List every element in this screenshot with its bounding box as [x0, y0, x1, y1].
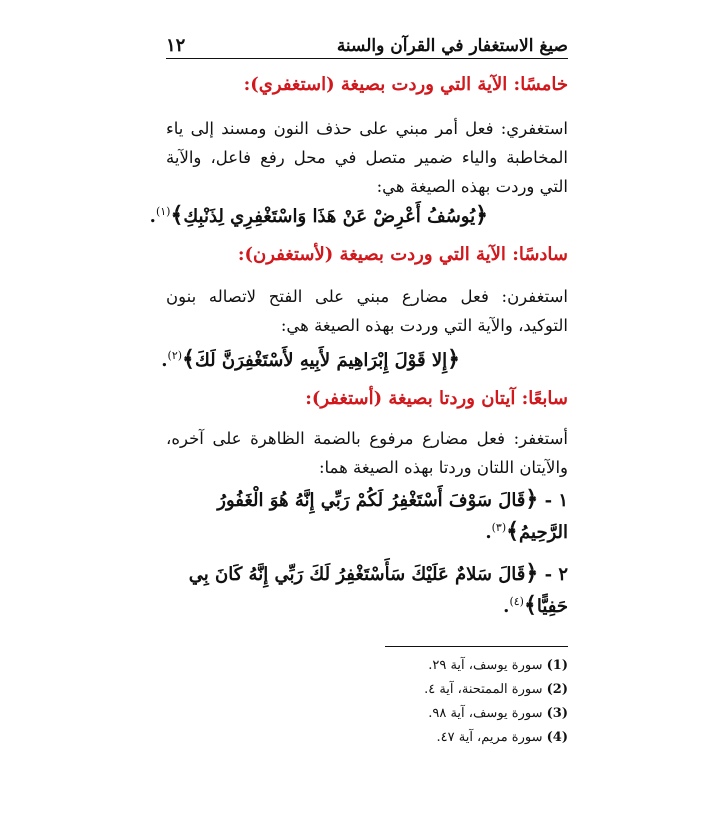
- footnote-number: (3): [546, 706, 568, 721]
- verse-close-bracket: ﴾: [170, 202, 184, 228]
- section-heading-6: سادسًا: الآية التي وردت بصيغة (لأستغفرن):: [237, 244, 568, 265]
- item-number: ١ -: [544, 490, 568, 511]
- footnote-text: سورة مريم، آية ٤٧.: [436, 730, 543, 745]
- verse-close-bracket: ﴾: [506, 518, 520, 544]
- verse-text: حَفِيًّا: [536, 596, 568, 617]
- footnote-divider: [385, 646, 568, 647]
- footnote-ref-4: (٤): [509, 595, 524, 608]
- page-number: ١٢: [166, 35, 186, 56]
- verse-end: .: [485, 522, 492, 543]
- footnote-1: [428, 658, 568, 673]
- item-number: ٢ -: [544, 564, 568, 585]
- verse-open-bracket: ﴿: [475, 202, 488, 228]
- footnote-number: (1): [546, 658, 568, 673]
- footnote-4: [436, 730, 568, 745]
- verse-close-bracket: ﴾: [182, 346, 195, 372]
- footnote-number: (4): [546, 730, 568, 745]
- verse-end: .: [503, 596, 510, 617]
- footnote-text: سورة يوسف، آية ٩٨.: [428, 706, 543, 721]
- verse-text: يُوسُفُ أَعْرِضْ عَنْ هَذَا وَاسْتَغْفِرِي لِذَنْبِكِ: [183, 206, 476, 227]
- verse-7-2-line2: [503, 592, 568, 618]
- footnote-ref-3: (٣): [491, 521, 507, 534]
- section-heading-5: خامسًا: الآية التي وردت بصيغة (استغفري):: [243, 74, 568, 95]
- verse-7-1-line2: [485, 518, 568, 544]
- section-body-7: أستغفر: فعل مضارع مرفوع بالضمة الظاهرة على آخره، والآيتان اللتان وردتا بهذه الصيغة هما:: [166, 429, 568, 477]
- running-header: [166, 28, 568, 59]
- verse-5: [150, 202, 488, 228]
- verse-7-2-line1: [189, 560, 568, 586]
- verse-end: .: [149, 206, 156, 227]
- verse-close-bracket: ﴾: [523, 592, 537, 618]
- footnote-number: (2): [546, 682, 568, 697]
- footnote-text: سورة الممتحنة، آية ٤.: [424, 682, 543, 697]
- footnote-3: [428, 706, 568, 721]
- footnote-ref-1: (١): [155, 205, 171, 218]
- running-title: صيغ الاستغفار في القرآن والسنة: [336, 36, 568, 56]
- verse-end: .: [161, 350, 168, 371]
- footnote-text: سورة يوسف، آية ٢٩.: [428, 658, 543, 673]
- verse-open-bracket: ﴿: [447, 346, 460, 372]
- section-heading-7: سابعًا: آيتان وردتا بصيغة (أستغفر):: [305, 388, 568, 409]
- verse-6: [161, 346, 460, 372]
- verse-text: قَالَ سَوْفَ أَسْتَغْفِرُ لَكُمْ رَبِّي إِنَّهُ هُوَ الْغَفُورُ: [217, 490, 526, 511]
- footnote-2: [424, 682, 568, 697]
- verse-open-bracket: ﴿: [525, 486, 539, 512]
- section-body-6: استغفرن: فعل مضارع مبني على الفتح لاتصاله بنون التوكيد، والآية التي وردت بهذه الصيغة هي:: [166, 287, 568, 335]
- footnote-ref-2: (٢): [167, 349, 183, 362]
- verse-text: قَالَ سَلامٌ عَلَيْكَ سَأَسْتَغْفِرُ لَكَ رَبِّي إِنَّهُ كَانَ بِي: [188, 564, 526, 585]
- verse-text: إِلا قَوْلَ إِبْرَاهِيمَ لأَبِيهِ لأَسْتَغْفِرَنَّ لَكَ: [194, 350, 448, 371]
- verse-text: الرَّحِيمُ: [519, 522, 568, 543]
- verse-open-bracket: ﴿: [525, 560, 539, 586]
- section-body-5: استغفري: فعل أمر مبني على حذف النون ومسند إلى ياء المخاطبة والياء ضمير متصل في محل رفع فاعل، والآية التي وردت بهذه الصيغة هي:: [166, 119, 568, 196]
- verse-7-1-line1: [217, 486, 568, 512]
